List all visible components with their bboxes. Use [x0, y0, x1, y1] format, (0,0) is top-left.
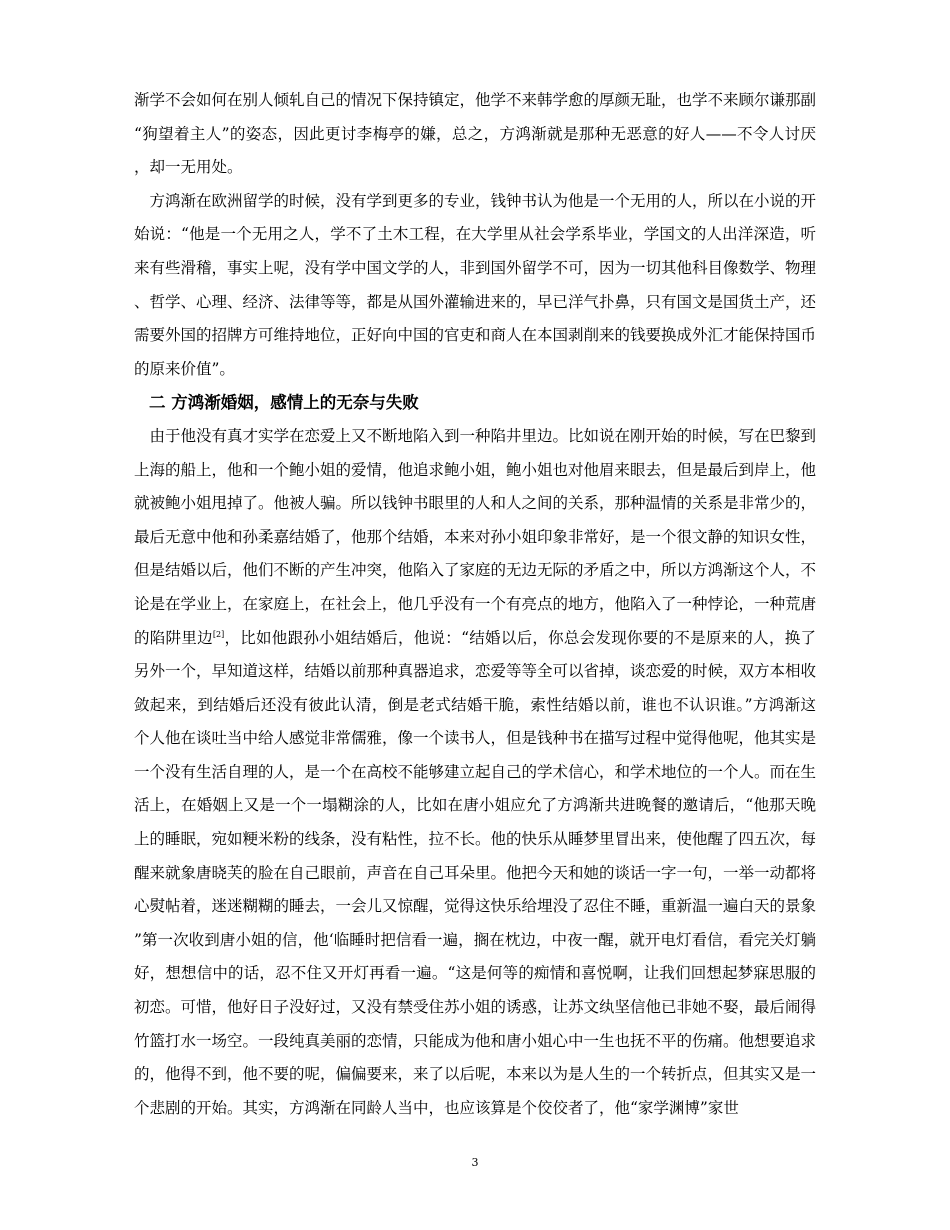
paragraph-continuation: 渐学不会如何在别人倾轧自己的情况下保持镇定，他学不来韩学愈的厚颜无耻，也学不来顾尔谦那副“狗望着主人”的姿态，因此更讨李梅亭的嫌，总之，方鸿渐就是那种无恶意的好人——不令人讨厌，却一无用处。 — [134, 91, 817, 177]
paragraph-marriage-text-end: ，比如他跟孙小姐结婚后，他说：“结婚以后，你总会发现你要的不是原来的人，换了另外一个，早知道这样，结婚以前那种真器追求，恋爱等等全可以省掉，谈恋爱的时候，双方本相收敛起来，到结婚后还没有彼此认清，倒是老式结婚干脆，索性结婚以前，谁也不认识谁。”方鸿渐这个人他在谈吐当中给人感觉非常儒雅，像一个读书人，但是钱种书在描写过程中觉得他呢，他其实是一个没有生活自理的人，是一个在高校不能够建立起自己的学术信心，和学术地位的一个人。而在生活上，在婚姻上又是一个一塌糊涂的人，比如在唐小姐应允了方鸿渐共进晚餐的邀请后，“他那天晚上的睡眠，宛如粳米粉的线条，没有粘性，拉不长。他的快乐从睡梦里冒出来，使他醒了四五次，每醒来就象唐晓芙的脸在自己眼前，声音在自己耳朵里。他把今天和她的谈话一字一句，一举一动都将心熨帖着，迷迷糊糊的睡去，一会儿又惊醒，觉得这快乐给埋没了忍住不睡，重新温一遍白天的景象”第一次收到唐小姐的信，他‘临睡时把信看一遍，搁在枕边，中夜一醒，就开电灯看信，看完关灯躺好，想想信中的话，忍不住又开灯再看一遍。“这是何等的痴情和喜悦啊，让我们回想起梦寐思服的初恋。可惜，他好日子没好过，又没有禁受住苏小姐的诱惑，让苏文纨坚信他已非她不娶，最后闹得竹篮打水一场空。一段纯真美丽的恋情，只能成为他和唐小姐心中一生也抚不平的伤痛。他想要追求的，他得不到，他不要的呢，偏偏要来，来了以后呢，本来以为是人生的一个转折点，但其实又是一个悲剧的开始。其实，方鸿渐在同龄人当中，也应该算是个佼佼者了，他“家学渊博”家世 — [134, 628, 817, 1117]
document-body — [134, 84, 816, 1125]
footnote-reference: [2] — [212, 629, 225, 639]
page-number: 3 — [471, 1156, 479, 1169]
section-heading: 二 方鸿渐婚姻，感情上的无奈与失败 — [149, 393, 419, 413]
paragraph-marriage-text-start: 由于他没有真才实学在恋爱上又不断地陷入到一种陷井里边。比如说在刚开始的时候，写在巴黎到上海的船上，他和一个鲍小姐的爱情，他追求鲍小姐，鲍小姐也对他眉来眼去，但是最后到岸上，他就被鲍小姐甩掉了。他被人骗。所以钱钟书眼里的人和人之间的关系，那种温情的关系是非常少的，最后无意中他和孙柔嘉结婚了，他那个结婚，本来对孙小姐印象非常好，是一个很文静的知识女性，但是结婚以后，他们不断的产生冲突，他陷入了家庭的无边无际的矛盾之中，所以方鸿渐这个人，不论是在学业上，在家庭上，在社会上，他几乎没有一个有亮点的地方，他陷入了一种悖论，一种荒唐的陷阱里边 — [134, 426, 817, 647]
paragraph-overseas-study: 方鸿渐在欧洲留学的时候，没有学到更多的专业，钱钟书认为他是一个无用的人，所以在小说的开始说：“他是一个无用之人，学不了土木工程，在大学里从社会学系毕业，学国文的人出洋深造，听来有些滑稽，事实上呢，没有学中国文学的人，非到国外留学不可，因为一切其他科目像数学、物理、哲学、心理、经济、法律等等，都是从国外灌输进来的，早已洋气扑鼻，只有国文是国货土产，还需要外国的招牌方可维持地位，正好向中国的官吏和商人在本国剥削来的钱要换成外汇才能保持国币的原来价值”。 — [134, 191, 817, 378]
paragraph-marriage — [134, 420, 816, 1125]
